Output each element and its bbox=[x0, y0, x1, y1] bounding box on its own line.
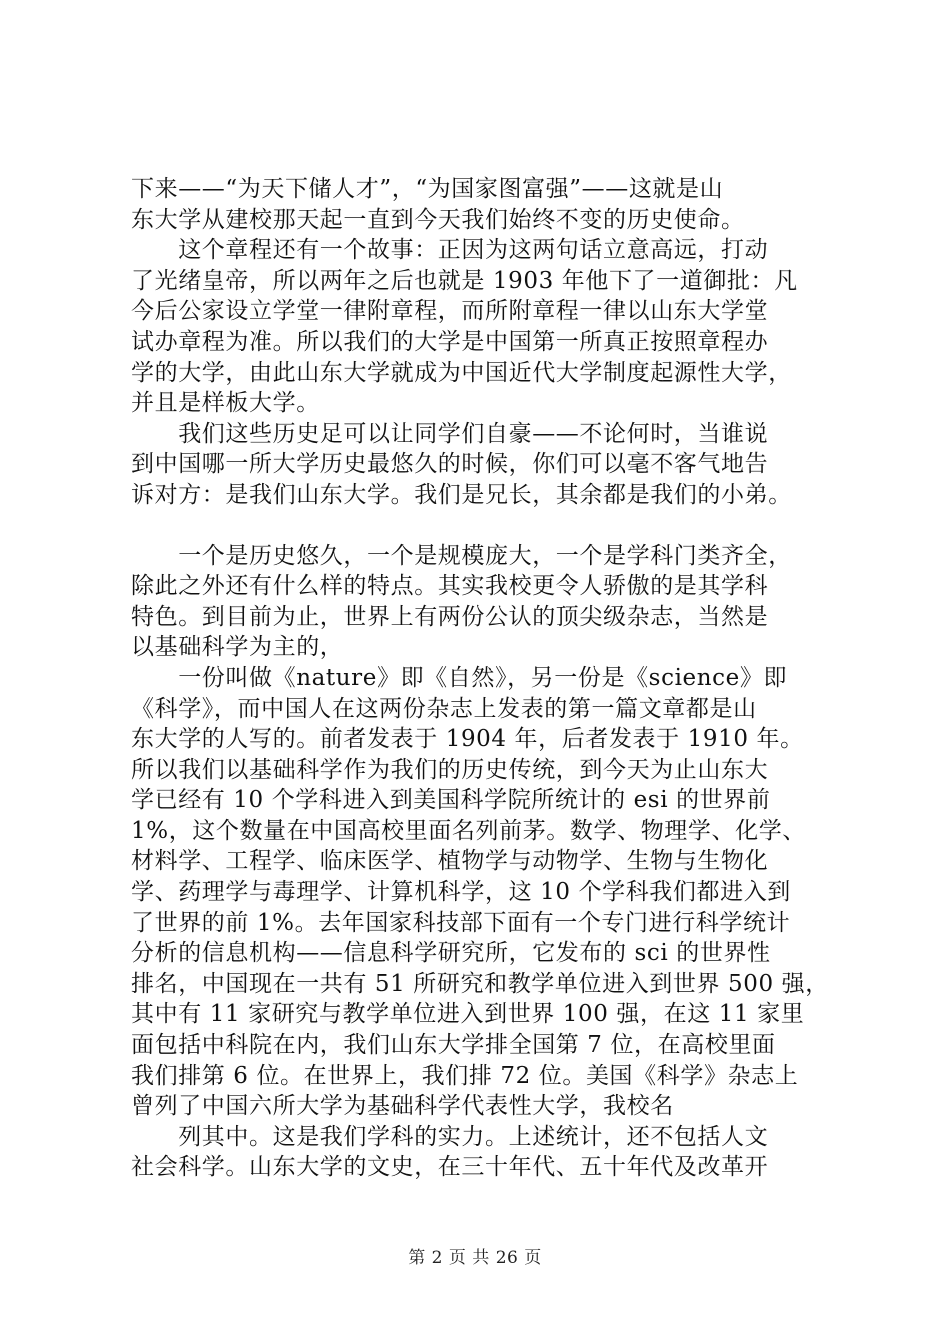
text-line: 社会科学。山东大学的文史，在三十年代、五十年代及改革开 bbox=[131, 1154, 769, 1181]
text-line: 试办章程为准。所以我们的大学是中国第一所真正按照章程办 bbox=[131, 328, 769, 355]
text-line: 学已经有 10 个学科进入到美国科学院所统计的 esi 的世界前 bbox=[131, 787, 771, 814]
blank-line bbox=[131, 511, 831, 541]
text-line: 我们这些历史足可以让同学们自豪——不论何时，当谁说 bbox=[131, 420, 769, 447]
text-line: 除此之外还有什么样的特点。其实我校更令人骄傲的是其学科 bbox=[131, 573, 769, 600]
page-number-footer: 第 2 页 共 26 页 bbox=[408, 1248, 542, 1268]
text-line: 一个是历史悠久，一个是规模庞大，一个是学科门类齐全， bbox=[131, 542, 792, 569]
text-line: 所以我们以基础科学作为我们的历史传统，到今天为止山东大 bbox=[131, 756, 769, 783]
text-line: 了光绪皇帝，所以两年之后也就是 1903 年他下了一道御批：凡 bbox=[131, 267, 798, 294]
text-line: 列其中。这是我们学科的实力。上述统计，还不包括人文 bbox=[131, 1123, 769, 1150]
text-line: 今后公家设立学堂一律附章程，而所附章程一律以山东大学堂 bbox=[131, 298, 769, 325]
text-line: 并且是样板大学。 bbox=[131, 390, 320, 417]
text-line: 学、药理学与毒理学、计算机科学，这 10 个学科我们都进入到 bbox=[131, 879, 791, 906]
text-line: 东大学从建校那天起一直到今天我们始终不变的历史使命。 bbox=[131, 206, 745, 233]
text-line: 1%，这个数量在中国高校里面名列前茅。数学、物理学、化学、 bbox=[131, 817, 806, 844]
text-line: 东大学的人写的。前者发表于 1904 年，后者发表于 1910 年。 bbox=[131, 726, 804, 753]
text-line: 曾列了中国六所大学为基础科学代表性大学，我校名 bbox=[131, 1093, 674, 1120]
text-line: 特色。到目前为止，世界上有两份公认的顶尖级杂志，当然是 bbox=[131, 603, 769, 630]
text-line: 诉对方：是我们山东大学。我们是兄长，其余都是我们的小弟。 bbox=[131, 481, 792, 508]
text-line: 这个章程还有一个故事：正因为这两句话立意高远，打动 bbox=[131, 237, 769, 264]
text-line: 到中国哪一所大学历史最悠久的时候，你们可以毫不客气地告 bbox=[131, 451, 769, 478]
text-line: 面包括中科院在内，我们山东大学排全国第 7 位，在高校里面 bbox=[131, 1032, 776, 1059]
text-line: 学的大学，由此山东大学就成为中国近代大学制度起源性大学， bbox=[131, 359, 792, 386]
text-line: 《科学》，而中国人在这两份杂志上发表的第一篇文章都是山 bbox=[131, 695, 757, 722]
text-line: 分析的信息机构——信息科学研究所，它发布的 sci 的世界性 bbox=[131, 940, 771, 967]
text-line: 排名，中国现在一共有 51 所研究和教学单位进入到世界 500 强， bbox=[131, 970, 829, 997]
text-line: 材料学、工程学、临床医学、植物学与动物学、生物与生物化 bbox=[131, 848, 769, 875]
text-line: 我们排第 6 位。在世界上，我们排 72 位。美国《科学》杂志上 bbox=[131, 1062, 799, 1089]
paragraph-block bbox=[131, 174, 831, 1183]
text-line: 一份叫做《nature》即《自然》，另一份是《science》即 bbox=[131, 664, 788, 691]
text-line: 了世界的前 1%。去年国家科技部下面有一个专门进行科学统计 bbox=[131, 909, 791, 936]
text-line: 其中有 11 家研究与教学单位进入到世界 100 强，在这 11 家里 bbox=[131, 1001, 805, 1028]
text-line: 以基础科学为主的， bbox=[131, 634, 344, 661]
text-line: 下来——“为天下储人才”，“为国家图富强”——这就是山 bbox=[131, 176, 724, 202]
body-text bbox=[131, 174, 831, 1183]
